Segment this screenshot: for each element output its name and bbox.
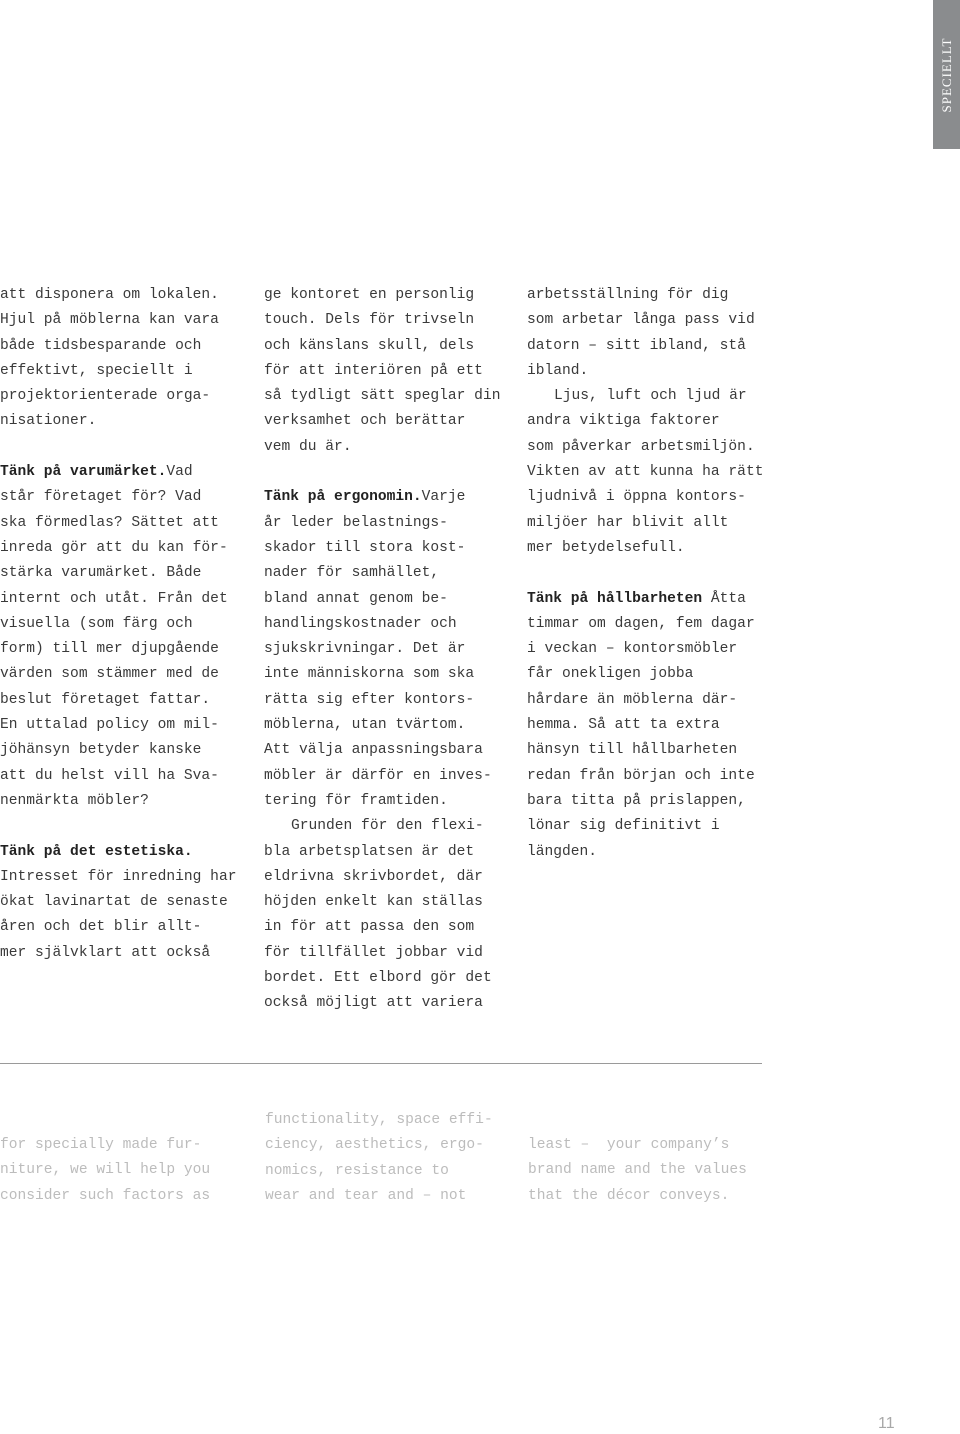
text-line [264, 409, 504, 434]
subheading: Tänk på varumärket. [0, 464, 167, 481]
text-line [0, 485, 240, 510]
section-tab [933, 0, 960, 149]
text-run: En uttalad policy om mil- [0, 717, 219, 734]
text-line [527, 764, 767, 789]
text-line [0, 865, 240, 890]
text-run: Ljus, luft och ljud är [554, 388, 747, 405]
text-run: som arbetar långa pass vid [527, 312, 755, 329]
text-run: så tydligt sätt speglar din [264, 388, 501, 405]
english-text-line: that the décor conveys. [528, 1187, 730, 1204]
text-line [527, 612, 767, 637]
text-line [0, 359, 240, 384]
text-run: för tillfället jobbar vid [264, 944, 483, 961]
text-line [0, 308, 240, 333]
text-line [264, 688, 504, 713]
text-run: också möjligt att variera [264, 995, 483, 1012]
text-line [0, 460, 240, 485]
text-line [527, 738, 767, 763]
text-line [527, 334, 767, 359]
text-line [0, 662, 240, 687]
text-line [527, 308, 767, 333]
text-run: höjden enkelt kan ställas [264, 894, 483, 911]
text-run: att du helst vill ha Sva- [0, 767, 219, 784]
text-run: inreda gör att du kan för- [0, 539, 228, 556]
text-run: får onekligen jobba [527, 666, 694, 683]
text-line [527, 435, 767, 460]
text-run: nisationer. [0, 413, 97, 430]
text-run: visuella (som färg och [0, 615, 193, 632]
text-line [264, 359, 504, 384]
text-run: Åtta [702, 590, 746, 607]
text-run: i veckan – kontorsmöbler [527, 641, 738, 658]
text-line [527, 587, 767, 612]
text-run: möbler är därför en inves- [264, 767, 492, 784]
text-line [527, 662, 767, 687]
text-line [264, 738, 504, 763]
text-line [527, 283, 767, 308]
english-text-line: ciency, aesthetics, ergo- [265, 1137, 484, 1154]
text-run: ökat lavinartat de senaste [0, 894, 228, 911]
text-line [527, 688, 767, 713]
text-run: mer betydelsefull. [527, 539, 685, 556]
text-line [0, 612, 240, 637]
text-line [527, 840, 767, 865]
section-divider [0, 1063, 762, 1064]
text-run: står företaget för? Vad [0, 489, 202, 506]
text-run: touch. Dels för trivseln [264, 312, 475, 329]
section-tab-label: SPECIELLT [938, 37, 954, 112]
text-run: att disponera om lokalen. [0, 287, 219, 303]
text-run: tering för framtiden. [264, 792, 448, 809]
text-run: inte människorna som ska [264, 666, 475, 683]
text-run: åren och det blir allt- [0, 919, 202, 936]
text-line [264, 789, 504, 814]
text-line [264, 511, 504, 536]
text-line [527, 460, 767, 485]
body-column-3 [527, 283, 767, 865]
text-line [264, 915, 504, 940]
text-line [0, 764, 240, 789]
text-run: ge kontoret en personlig [264, 287, 475, 303]
text-line [264, 966, 504, 991]
text-run: projektorienterade orga- [0, 388, 211, 405]
text-run: värden som stämmer med de [0, 666, 219, 683]
text-run: Varje [421, 489, 466, 506]
paragraph-gap [0, 814, 240, 839]
text-line [264, 713, 504, 738]
text-run: hänsyn till hållbarheten [527, 742, 738, 759]
text-line [264, 991, 504, 1016]
text-line [0, 334, 240, 359]
paragraph-gap [0, 435, 240, 460]
english-text-line: functionality, space effi- [265, 1112, 493, 1128]
text-line [527, 713, 767, 738]
text-run: som påverkar arbetsmiljön. [527, 438, 755, 455]
text-line [0, 688, 240, 713]
english-text-line: brand name and the values [528, 1162, 747, 1179]
text-run: beslut företaget fattar. [0, 691, 211, 708]
text-run: eldrivna skrivbordet, där [264, 868, 483, 885]
text-line [0, 915, 240, 940]
english-column-2 [265, 1108, 515, 1209]
paragraph-gap [264, 460, 504, 485]
page-number: 11 [878, 1415, 895, 1432]
text-run: handlingskostnader och [264, 615, 457, 632]
text-line [264, 865, 504, 890]
text-run: stärka varumärket. Både [0, 565, 202, 582]
english-column-1 [0, 1133, 250, 1209]
text-line [527, 536, 767, 561]
text-line [264, 890, 504, 915]
text-run: rätta sig efter kontors- [264, 691, 475, 708]
text-line [527, 409, 767, 434]
text-run: timmar om dagen, fem dagar [527, 615, 755, 632]
text-line [264, 814, 504, 839]
text-run: lönar sig definitivt i [527, 818, 720, 835]
text-line [0, 536, 240, 561]
text-run: ibland. [527, 362, 589, 379]
text-line [264, 941, 504, 966]
english-text-line: least – your company’s [528, 1137, 730, 1153]
text-line [264, 662, 504, 687]
text-line [0, 409, 240, 434]
text-run: in för att passa den som [264, 919, 475, 936]
text-line [264, 536, 504, 561]
text-run: mer självklart att också [0, 944, 211, 961]
paragraph-gap [527, 561, 767, 586]
text-run: Hjul på möblerna kan vara [0, 312, 219, 329]
text-line [527, 485, 767, 510]
text-run: hårdare än möblerna där- [527, 691, 738, 708]
text-line [264, 308, 504, 333]
text-line [527, 814, 767, 839]
text-line [264, 764, 504, 789]
text-run: verksamhet och berättar [264, 413, 466, 430]
text-run: för att interiören på ett [264, 362, 483, 379]
text-line [264, 637, 504, 662]
text-run: hemma. Så att ta extra [527, 717, 720, 734]
text-line [264, 840, 504, 865]
english-text-line: for specially made fur- [0, 1137, 202, 1153]
text-run: sjukskrivningar. Det är [264, 641, 466, 658]
text-run: jöhänsyn betyder kanske [0, 742, 202, 759]
english-text-line: niture, we will help you [0, 1162, 211, 1179]
text-line [264, 561, 504, 586]
text-run: Grunden för den flexi- [291, 818, 484, 835]
text-run: arbetsställning för dig [527, 287, 729, 303]
text-line [0, 587, 240, 612]
text-line [0, 511, 240, 536]
english-text-line: wear and tear and – not [265, 1187, 467, 1204]
text-line [527, 511, 767, 536]
text-run: bordet. Ett elbord gör det [264, 970, 492, 987]
text-line [0, 283, 240, 308]
text-run: Vikten av att kunna ha rätt [527, 464, 764, 481]
text-line [264, 384, 504, 409]
text-line [264, 587, 504, 612]
text-run: bland annat genom be- [264, 590, 448, 607]
text-line [0, 637, 240, 662]
text-line [264, 485, 504, 510]
english-text-line: consider such factors as [0, 1187, 211, 1204]
english-text-line: nomics, resistance to [265, 1162, 449, 1179]
subheading: Tänk på hållbarheten [527, 590, 703, 607]
text-run: effektivt, speciellt i [0, 362, 193, 379]
text-line [0, 384, 240, 409]
text-run: redan från början och inte [527, 767, 755, 784]
text-line [0, 890, 240, 915]
text-line [527, 384, 767, 409]
text-run: miljöer har blivit allt [527, 514, 729, 531]
text-run: bla arbetsplatsen är det [264, 843, 475, 860]
text-run: andra viktiga faktorer [527, 413, 720, 430]
text-run: Intresset för inredning har [0, 868, 237, 885]
text-run: längden. [527, 843, 598, 860]
text-run: nader för samhället, [264, 565, 440, 582]
text-line [0, 840, 240, 865]
subheading: Tänk på ergonomin. [264, 489, 422, 506]
body-column-1 [0, 283, 240, 966]
text-run: bara titta på prislappen, [527, 792, 746, 809]
text-run: vem du är. [264, 438, 352, 455]
text-line [0, 561, 240, 586]
text-run: ljudnivå i öppna kontors- [527, 489, 746, 506]
text-run: både tidsbesparande och [0, 337, 202, 354]
text-line [527, 359, 767, 384]
subheading: Tänk på det estetiska. [0, 843, 193, 860]
text-run: internt och utåt. Från det [0, 590, 228, 607]
text-run: år leder belastnings- [264, 514, 448, 531]
text-line [264, 612, 504, 637]
text-run: form) till mer djupgående [0, 641, 219, 658]
text-line [264, 435, 504, 460]
text-run: och känslans skull, dels [264, 337, 475, 354]
text-line [264, 283, 504, 308]
text-run: möblerna, utan tvärtom. [264, 717, 466, 734]
text-run: Vad [166, 464, 193, 481]
body-column-2 [264, 283, 504, 1017]
text-run: skador till stora kost- [264, 539, 466, 556]
text-run: nenmärkta möbler? [0, 792, 149, 809]
english-column-3 [528, 1133, 778, 1209]
text-line [527, 637, 767, 662]
text-line [0, 941, 240, 966]
text-line [0, 738, 240, 763]
text-line [0, 789, 240, 814]
text-line [264, 334, 504, 359]
text-run: ska förmedlas? Sättet att [0, 514, 219, 531]
text-run: datorn – sitt ibland, stå [527, 337, 746, 354]
text-line [527, 789, 767, 814]
text-run: Att välja anpassningsbara [264, 742, 483, 759]
text-line [0, 713, 240, 738]
